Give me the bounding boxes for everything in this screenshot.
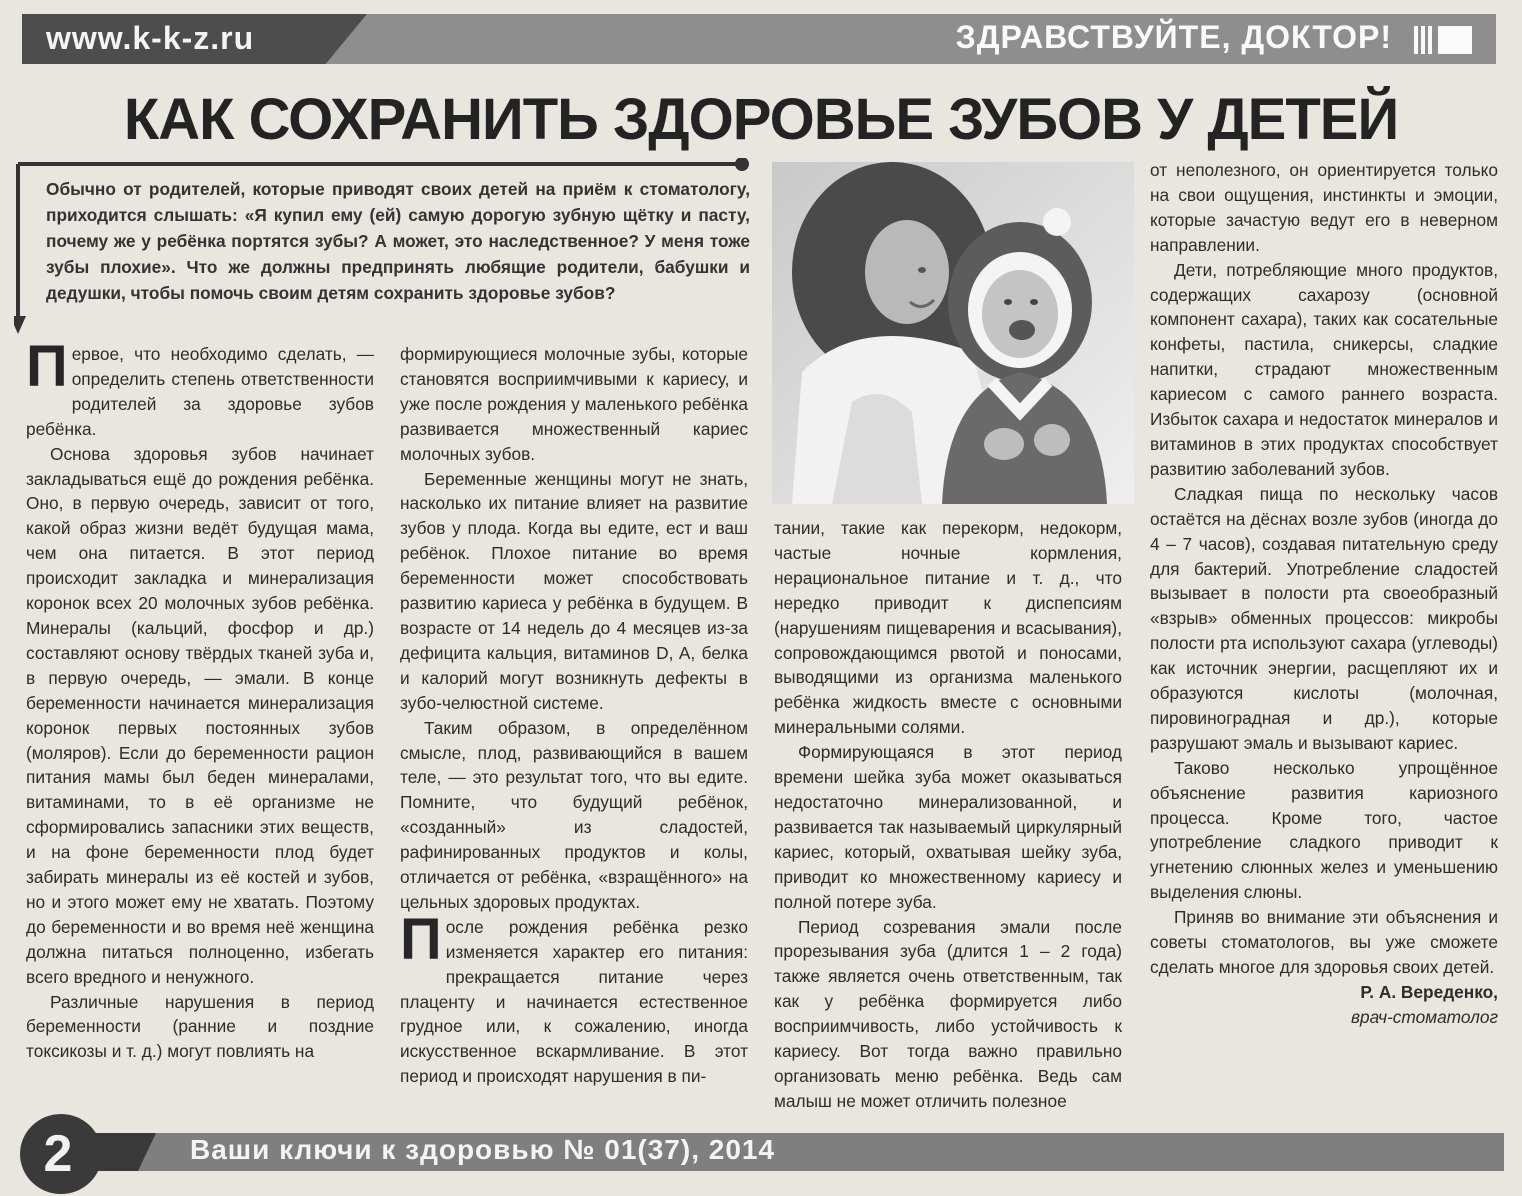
paragraph: Таково несколько упрощённое объяснение развития кариозного процесса. Кроме того, частое употребление сладкого приводит к угнетению слюнных желез и уменьшению выделения слюны. <box>1150 757 1498 903</box>
lead-paragraph: Обычно от родителей, которые приводят своих детей на приём к стоматологу, приходится слышать: «Я купил ему (ей) самую дорогую зубную щётку и пасту, почему же у ребёнка портятся зубы? А может, это наследственное? У меня тоже зубы плохие». Что же должны предпринять любящие родители, бабушки и дедушки, чтобы помочь своим детям сохранить здоровье зубов? <box>46 179 750 303</box>
header-bars-icon <box>1414 26 1472 54</box>
article-column-4 <box>1150 158 1498 1118</box>
headline: КАК СОХРАНИТЬ ЗДОРОВЬЕ ЗУБОВ У ДЕТЕЙ <box>123 87 1399 152</box>
paragraph: от неполезного, он ориентируется только на свои ощущения, инстинкты и эмоции, которые зачастую ведут его в неверном направлении. <box>1150 160 1498 255</box>
paragraph: Различные нарушения в период беременности (ранние и поздние токсикозы и т. д.) могут повлиять на <box>26 991 374 1062</box>
paragraph <box>400 906 748 1089</box>
paragraph: Беременные женщины могут не знать, насколько их питание влияет на развитие зубов у плода. Когда вы едите, ест и ваш ребёнок. Плохое питание во время беременности может способствовать развитию кариеса у ребёнка в будущем. В возрасте от 14 недель до 4 месяцев из-за дефицита кальция, витаминов D, A, белка и калорий могут возникнуть дефекты в зубо-челюстной системе. <box>400 468 748 713</box>
paragraph: тании, такие как перекорм, недокорм, частые ночные кормления, нерациональное питание и т. д., что нередко приводит к диспепсиям (нарушениям пищеварения и всасывания), сопровождающимся рвотой и поносами, выводящими из организма маленького ребёнка жидкость вместе с основными минеральными солями. <box>774 518 1122 738</box>
paragraph <box>26 342 374 442</box>
paragraph: Период созревания эмали после прорезывания зуба (длится 1 – 2 года) также является очень ответственным, так как у ребёнка формируется либо восприимчивость, либо устойчивость к кариесу. Вот тогда важно правильно организовать меню ребёнка. Ведь сам малыш не может отличить полезное <box>774 916 1122 1111</box>
paragraph: Дети, потребляющие много продуктов, содержащих сахарозу (основной компонент сахара), таких как сосательные конфеты, пастила, сникерсы, сладкие напитки, страдают множественным кариесом с самого раннего возраста. Избыток сахара и недостаток минералов и витаминов в этих продуктах способствует развитию заболеваний зубов. <box>1150 259 1498 479</box>
drop-cap: П <box>26 342 68 399</box>
paragraph: Основа здоровья зубов начинает закладываться ещё до рождения ребёнка. Оно, в первую очередь, зависит от того, какой образ жизни ведёт будущая мама, чем она питается. В этот период происходит закладка и минерализация коронок всех 20 молочных зубов ребёнка. Минералы (кальций, фосфор и др.) составляют основу твёрдых тканей зуба и, в первую очередь, — эмали. В конце беременности начинается минерализация коронок первых постоянных зубов (моляров). Если до беременности рацион питания мамы был беден минералами, витаминами, то в её организме не сформировались запасники этих веществ, и на фоне беременности плод будет забирать минералы из её костей и зубов, но и этого может ему не хватать. Поэтому до беременности и во время неё женщина должна питаться полноценно, избегать всего вредного и ненужного. <box>26 443 374 987</box>
paragraph: Сладкая пища по нескольку часов остаётся на дёснах возле зубов (иногда до 4 – 7 часов), создавая питательную среду для бактерий. Употребление сладостей вызывает в полости рта своеобразный «взрыв» обменных процессов: микробы полости рта используют сахара (углеводы) как источник энергии, расщепляют их и образуются кислоты (молочная, пировиноградная и др.), которые разрушают эмаль и вызывают кариес. <box>1150 483 1498 753</box>
article-column-2 <box>400 342 748 1116</box>
author-role: врач-стоматолог <box>1350 1006 1498 1027</box>
section-title: ЗДРАВСТВУЙТЕ, ДОКТОР! <box>955 19 1392 55</box>
paragraph: Таким образом, в определённом смысле, плод, развивающийся в вашем теле, — это результат того, что вы едите. Помните, что будущий ребёнок, «созданный» из сладостей, рафинированных продуктов и колы, отличается от ребёнка, «взращённого» на цельных здоровых продуктах. <box>400 717 748 912</box>
paragraph-text: ервое, что необходимо сделать, — определить степень ответственности родителей за здоровье зубов ребёнка. <box>26 344 374 439</box>
paragraph: формирующиеся молочные зубы, которые становятся восприимчивыми к кариесу, и уже после рождения у маленького ребёнка развивается множественный кариес молочных зубов. <box>400 344 748 464</box>
author-name: Р. А. Вереденко, <box>1360 981 1498 1002</box>
paragraph: Формирующаяся в этот период времени шейка зуба может оказываться недостаточно минерализованной, и развивается так называемый циркулярный кариес, который, охватывая шейку зуба, приводит ко множественному кариесу и полной потере зуба. <box>774 742 1122 912</box>
page-number: 2 <box>43 1125 73 1183</box>
article-column-3 <box>774 516 1122 1116</box>
mother-and-child-photo <box>772 162 1134 504</box>
drop-cap: П <box>400 906 442 972</box>
footer-publication: Ваши ключи к здоровью № 01(37), 2014 <box>190 1134 776 1165</box>
article-column-1 <box>26 342 374 1116</box>
site-url: www.k-k-z.ru <box>46 20 255 56</box>
paragraph-text: осле рождения ребёнка резко изменяется характер его питания: прекращается питание через плаценту и начинается естественное грудное или, к сожалению, иногда искусственное вскармливание. В этот период и происходят нарушения в пи- <box>400 916 748 1087</box>
paragraph: Приняв во внимание эти объяснения и советы стоматологов, вы уже сможете сделать многое для здоровья своих детей. <box>1150 907 1498 977</box>
